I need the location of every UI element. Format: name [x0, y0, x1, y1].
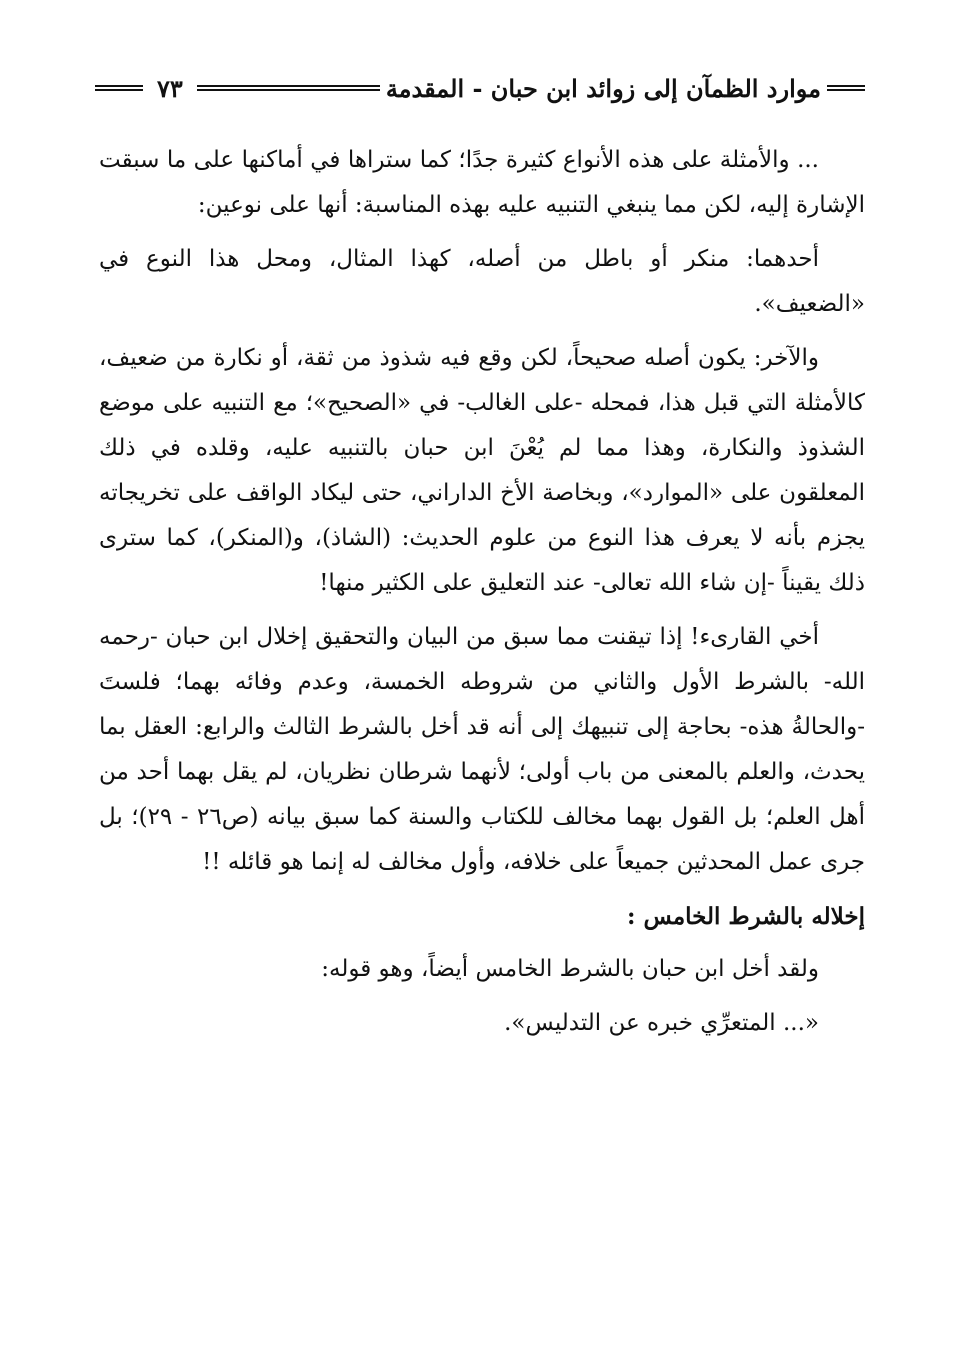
header-rule-middle	[197, 85, 380, 91]
paragraph-reader-note: أخي القارىء! إذا تيقنت مما سبق من البيان والتحقيق إخلال ابن حبان -رحمه الله- بالشرط الأول والثاني من شروطه الخمسة، وعدم وفائه بهما؛ فلستَ -والحالةُ هذه- بحاجة إلى تنبيهك إلى أنه قد أخل بالشرط الثالث والرابع: العقل بما يحدث، والعلم بالمعنى من باب أولى؛ لأنهما شرطان نظريان، لم يقل بهما أحد من أهل العلم؛ بل القول بهما مخالف للكتاب والسنة كما سبق بيانه (ص٢٦ - ٢٩)؛ بل جرى عمل المحدثين جميعاً على خلافه، وأول مخالف له إنما هو قائله !!	[99, 624, 865, 875]
page-body	[99, 138, 865, 1055]
header-rule-right	[827, 85, 865, 91]
paragraph-second-type: والآخر: يكون أصله صحيحاً، لكن وقع فيه شذوذ من ثقة، أو نكارة من ضعيف، كالأمثلة التي قبل هذا، فمحله -على الغالب- في «الصحيح»؛ مع التنبيه على موضع الشذوذ والنكارة، وهذا مما لم يُعْنَ ابن حبان بالتنبيه عليه، وقلده في ذلك المعلقون على «الموارد»، وبخاصة الأخ الداراني، حتى ليكاد الواقف على تخريجاته يجزم بأنه لا يعرف هذا النوع من علوم الحديث: (الشاذ)، و(المنكر)، كما سترى ذلك يقيناً -إن شاء الله تعالى- عند التعليق على الكثير منها!	[99, 345, 865, 596]
quotation: «... المتعرِّي خبره عن التدليس».	[504, 1010, 819, 1036]
paragraph-fifth-condition: ولقد أخل ابن حبان بالشرط الخامس أيضاً، وهو قوله:	[321, 956, 819, 982]
page-number: ٧٣	[157, 73, 183, 103]
running-header	[95, 68, 865, 108]
header-title: موارد الظمآن إلى زوائد ابن حبان - المقدمة	[385, 73, 821, 103]
header-rule-left	[95, 85, 143, 91]
paragraph-first-type: أحدهما: منكر أو باطل من أصله، كهذا المثال، ومحل هذا النوع في «الضعيف».	[99, 246, 865, 317]
paragraph-intro: ... والأمثلة على هذه الأنواع كثيرة جدًا؛ كما ستراها في أماكنها على ما سبقت الإشارة إليه، لكن مما ينبغي التنبيه عليه بهذه المناسبة: أنها على نوعين:	[99, 147, 865, 218]
section-heading: إخلاله بالشرط الخامس :	[627, 903, 865, 930]
